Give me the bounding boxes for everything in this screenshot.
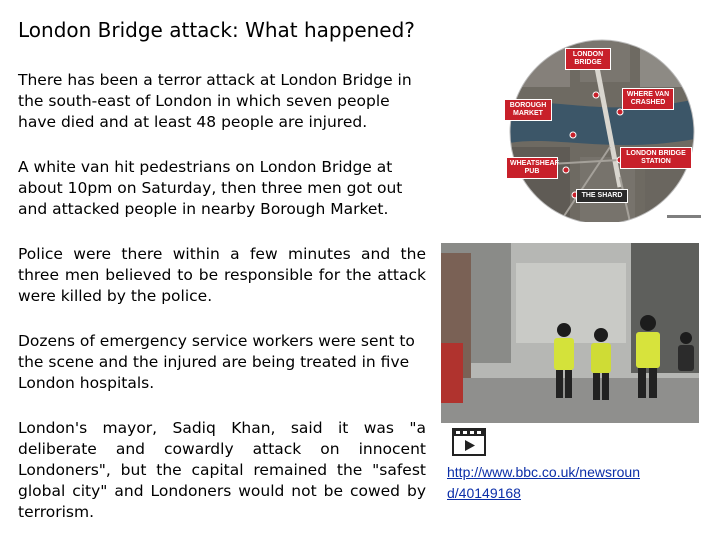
film-clapper-icon[interactable] [452,424,486,458]
paragraph-mayor-quote: London's mayor, Sadiq Khan, said it was "a deliberate and cowardly attack on innocent Londoners", but the capital remained the "safest global city" and Londoners would not be cowed by terrorism. [18,419,426,521]
paragraph-emergency-services: Dozens of emergency service workers were sent to the scene and the injured are being treated in five London hospitals. [18,332,415,392]
page-title: London Bridge attack: What happened? [18,18,415,42]
paragraph-intro: There has been a terror attack at London Bridge in the south-east of London in which seven people have died and at least 48 people are injured. [18,71,412,131]
paragraph-police: Police were there within a few minutes and the three men believed to be responsible for the attack were killed by the police. [18,245,426,305]
map-label-borough-market: BOROUGH MARKET [504,99,552,121]
bbc-news-link[interactable] [447,462,697,504]
map-label-wheatsheaf-pub: WHEATSHEAF PUB [506,157,558,179]
bbc-news-link-line1[interactable]: http://www.bbc.co.uk/newsroun [447,464,640,480]
map-divider [667,215,701,218]
map-label-where-van-crashed: WHERE VAN CRASHED [622,88,674,110]
map-label-london-bridge-station: LONDON BRIDGE STATION [620,147,692,169]
police-photo [441,243,699,423]
map-label-the-shard: THE SHARD [576,189,628,203]
bbc-news-link-line2[interactable]: d/40149168 [447,485,521,501]
police-photo-image [441,243,699,423]
attack-map [500,37,705,222]
paragraph-van-attack: A white van hit pedestrians on London Bridge at about 10pm on Saturday, then three men got out and attacked people in nearby Borough Market. [18,158,403,218]
map-label-london-bridge: LONDON BRIDGE [565,48,611,70]
